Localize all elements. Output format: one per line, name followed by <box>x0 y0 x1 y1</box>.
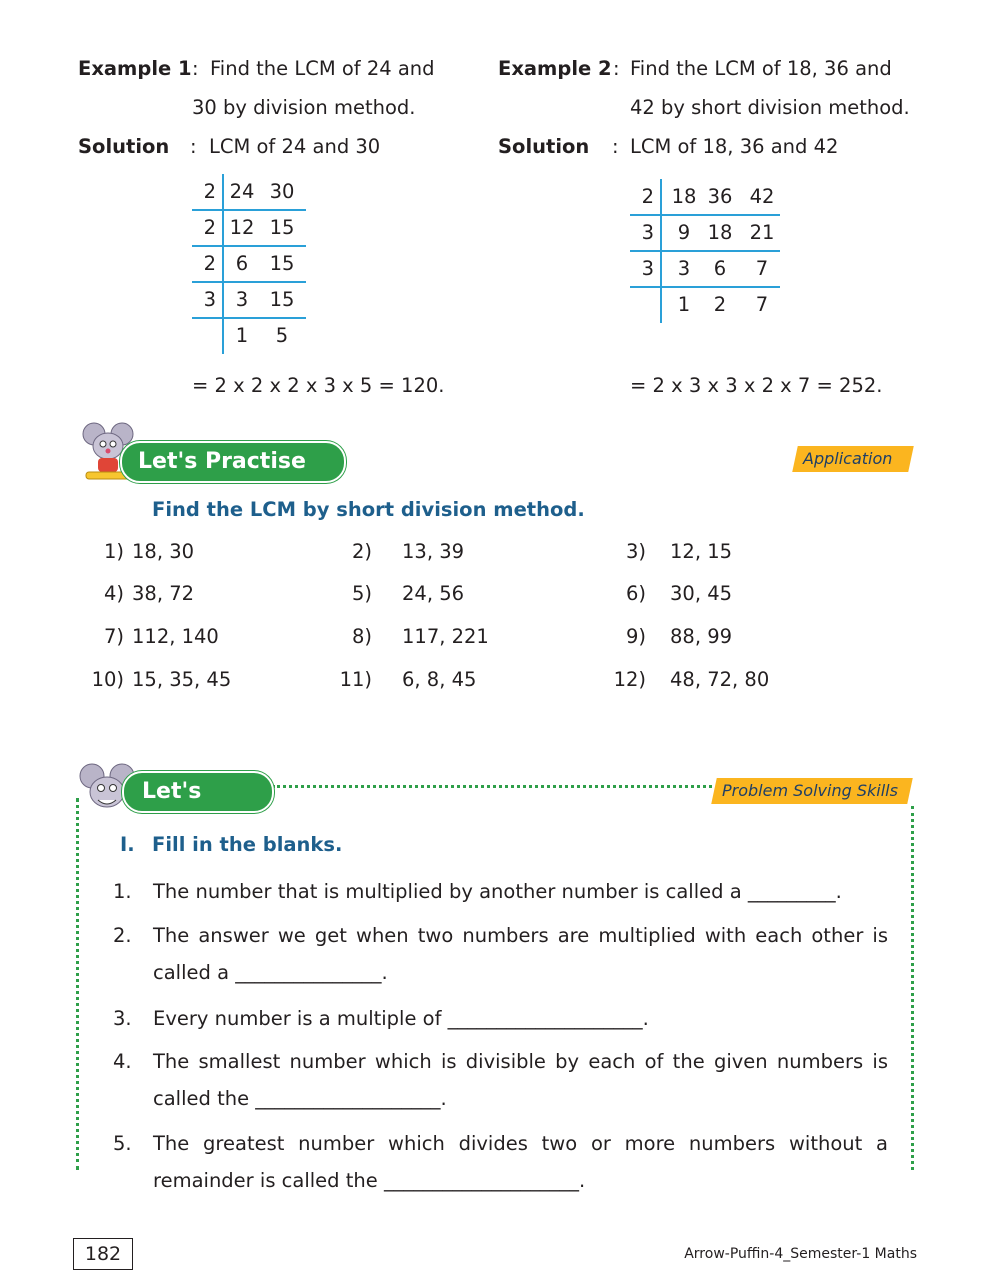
ladder-value: 18 <box>671 185 697 208</box>
ladder-divisor: 2 <box>641 185 654 208</box>
question-item <box>113 1000 888 1037</box>
question-number: 3. <box>113 1007 132 1030</box>
ladder-value: 42 <box>749 185 775 208</box>
question-text: The smallest number which is divisible by each of the given numbers is called the ___________________. <box>153 1050 888 1110</box>
section-border-left <box>76 798 79 1170</box>
ladder-value: 15 <box>269 252 295 275</box>
practice-item-number: 7) <box>103 625 124 648</box>
example1-division-ladder <box>192 174 306 354</box>
question-number: 1. <box>113 880 132 903</box>
ladder-value: 36 <box>707 185 733 208</box>
ladder-vertical-line <box>222 174 224 354</box>
question-item <box>113 917 888 991</box>
practice-title: Let's Practise 5.8 <box>122 449 306 512</box>
ladder-value: 3 <box>677 257 691 280</box>
question-number: 4. <box>113 1050 132 1073</box>
example2-label: Example 2 <box>498 57 612 80</box>
practice-item-number: 6) <box>625 582 646 605</box>
practice-item-numbers: 24, 56 <box>402 582 465 605</box>
ladder-value: 3 <box>235 288 249 311</box>
practice-item-number: 8) <box>351 625 372 648</box>
practice-item-number: 4) <box>103 582 124 605</box>
practice-tag-label: Application <box>803 449 893 468</box>
example1-question-line1: Find the LCM of 24 and <box>210 57 435 80</box>
ladder-divisor: 3 <box>641 221 654 244</box>
solve-tag <box>711 778 913 804</box>
practice-item-number: 2) <box>351 540 372 563</box>
ladder-divisor <box>192 318 216 354</box>
practice-item-number: 9) <box>625 625 646 648</box>
practice-item-number: 11) <box>339 668 372 691</box>
example1-label: Example 1 <box>78 57 192 80</box>
practice-banner <box>120 441 346 512</box>
section-border-right <box>911 806 914 1170</box>
ladder-value: 7 <box>755 257 769 280</box>
example2-question-line2: 42 by short division method. <box>630 96 910 119</box>
ladder-value: 24 <box>229 180 255 203</box>
practice-item-numbers: 48, 72, 80 <box>670 668 770 691</box>
practice-item-numbers: 88, 99 <box>670 625 733 648</box>
question-item <box>113 873 888 910</box>
solve-title: Let's Solve <box>124 779 202 842</box>
example1-solution-colon: : <box>190 135 197 158</box>
practice-item-numbers: 18, 30 <box>132 540 195 563</box>
practice-item-numbers: 117, 221 <box>402 625 489 648</box>
practice-item-numbers: 13, 39 <box>402 540 465 563</box>
practice-item-numbers: 15, 35, 45 <box>132 668 232 691</box>
question-item <box>113 1125 888 1199</box>
ladder-value: 21 <box>749 221 775 244</box>
ladder-divisor <box>630 287 654 323</box>
practice-item-numbers: 6, 8, 45 <box>402 668 477 691</box>
practice-item-numbers: 12, 15 <box>670 540 733 563</box>
ladder-divisor: 2 <box>203 252 216 275</box>
ladder-value: 7 <box>755 293 769 316</box>
example1-result: = 2 x 2 x 2 x 3 x 5 = 120. <box>192 374 445 397</box>
example2-solution-text: LCM of 18, 36 and 42 <box>630 135 839 158</box>
practice-item-number: 1) <box>103 540 124 563</box>
ladder-divisor: 2 <box>203 216 216 239</box>
ladder-value: 1 <box>235 324 249 347</box>
practice-item-numbers: 38, 72 <box>132 582 195 605</box>
example2-solution-colon: : <box>612 135 619 158</box>
practice-item-numbers: 30, 45 <box>670 582 733 605</box>
practice-instruction: Find the LCM by short division method. <box>152 498 585 521</box>
ladder-divisor: 2 <box>203 180 216 203</box>
solve-tag-label: Problem Solving Skills <box>722 781 898 800</box>
ladder-value: 9 <box>677 221 691 244</box>
question-text: Every number is a multiple of ____________________. <box>153 1007 649 1030</box>
ladder-value: 15 <box>269 216 295 239</box>
practice-item-number: 10) <box>91 668 124 691</box>
ladder-value: 6 <box>235 252 249 275</box>
question-number: 5. <box>113 1132 132 1155</box>
practice-item-number: 3) <box>625 540 646 563</box>
question-number: 2. <box>113 924 132 947</box>
ladder-value: 12 <box>229 216 255 239</box>
question-text: The greatest number which divides two or more numbers without a remainder is called the ____________________. <box>153 1132 888 1192</box>
ladder-value: 6 <box>713 257 727 280</box>
example1-solution-text: LCM of 24 and 30 <box>209 135 381 158</box>
ladder-divisor: 3 <box>641 257 654 280</box>
example2-division-ladder <box>630 179 780 323</box>
example2-question-line1: Find the LCM of 18, 36 and <box>630 57 892 80</box>
example2-result: = 2 x 3 x 3 x 2 x 7 = 252. <box>630 374 883 397</box>
ladder-value: 2 <box>713 293 727 316</box>
ladder-vertical-line <box>660 179 662 323</box>
practice-item-numbers: 112, 140 <box>132 625 219 648</box>
question-text: The number that is multiplied by another number is called a _________. <box>153 880 842 903</box>
example1-colon: : <box>192 57 199 80</box>
section-border-top <box>272 785 712 788</box>
ladder-value: 15 <box>269 288 295 311</box>
practice-item-number: 12) <box>613 668 646 691</box>
example2-colon: : <box>613 57 620 80</box>
practice-tag <box>792 446 914 472</box>
ladder-value: 30 <box>269 180 295 203</box>
solve-banner <box>122 771 274 842</box>
ladder-value: 18 <box>707 221 733 244</box>
ladder-value: 1 <box>677 293 691 316</box>
footer-text: Arrow-Puffin-4_Semester-1 Maths <box>684 1246 917 1262</box>
practice-item-number: 5) <box>351 582 372 605</box>
example2-solution-label: Solution <box>498 135 590 158</box>
section-title: Fill in the blanks. <box>152 833 343 856</box>
question-text: The answer we get when two numbers are multiplied with each other is called a _______________. <box>153 924 888 984</box>
example1-solution-label: Solution <box>78 135 170 158</box>
ladder-value: 5 <box>275 324 289 347</box>
page-number: 182 <box>73 1238 133 1270</box>
section-number: I. <box>120 833 135 856</box>
example1-question-line2: 30 by division method. <box>192 96 416 119</box>
question-item <box>113 1043 888 1117</box>
ladder-divisor: 3 <box>203 288 216 311</box>
